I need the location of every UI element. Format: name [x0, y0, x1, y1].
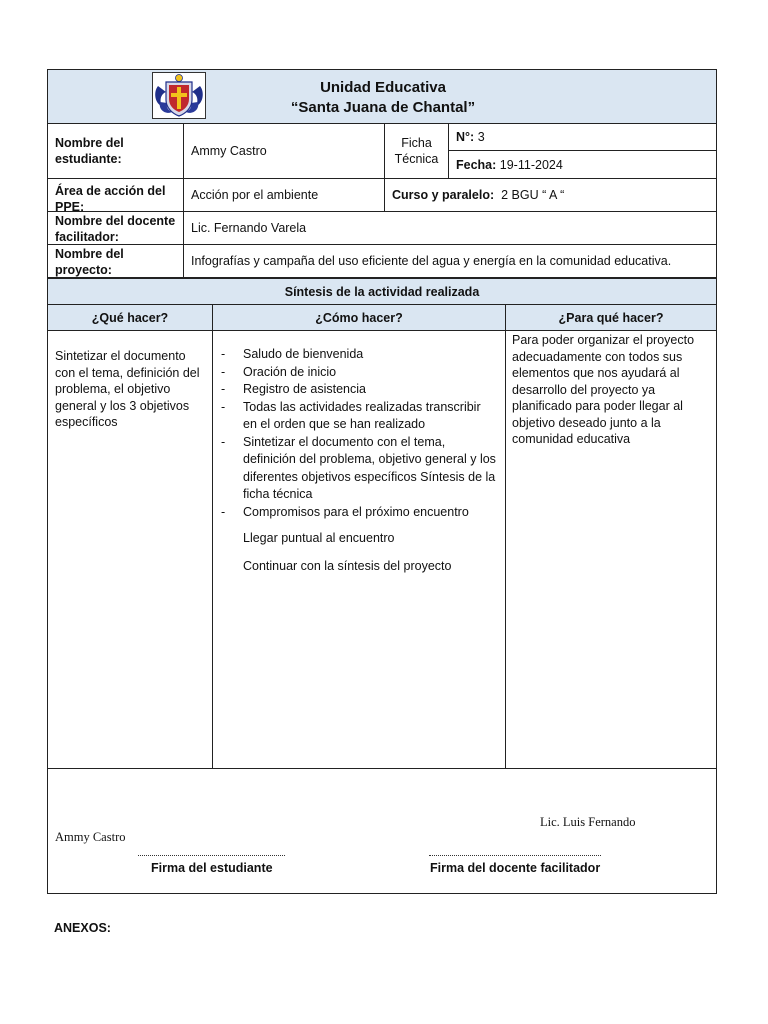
teacher-signature-line: [429, 855, 601, 856]
date-cell: [448, 150, 717, 179]
number-label: N°:: [456, 130, 475, 144]
course-label: Curso y paralelo:: [392, 188, 495, 202]
teacher-signature-name: Lic. Luis Fernando: [540, 815, 636, 829]
col-how-header: ¿Cómo hacer?: [212, 304, 506, 331]
project-label: Nombre del proyecto:: [47, 244, 184, 278]
student-value: Ammy Castro: [183, 123, 385, 179]
number-cell: [448, 123, 717, 151]
ficha-tecnica-label: Ficha Técnica: [384, 123, 449, 179]
course-cell: [384, 178, 717, 212]
what-text: Sintetizar el documento con el tema, definición del problema, el objetivo general y los 3 objetivos específicos: [55, 349, 200, 429]
area-label: Área de acción del PPE:: [47, 178, 184, 212]
how-cell: [212, 330, 506, 769]
col-what-header: ¿Qué hacer?: [47, 304, 213, 331]
how-extra-2: Continuar con la síntesis del proyecto: [243, 558, 452, 573]
how-item: - Sintetizar el documento con el tema, definición del problema, objetivo general y los diferentes objetivos específicos Síntesis de la ficha técnica: [213, 434, 497, 504]
student-signature-line: [138, 855, 285, 856]
number-value: 3: [477, 130, 485, 144]
how-item: - Oración de inicio: [213, 364, 497, 382]
signature-block: [47, 768, 717, 894]
header-banner: [47, 69, 717, 124]
student-signature-name: Ammy Castro: [55, 830, 126, 844]
col-why-header: ¿Para qué hacer?: [505, 304, 717, 331]
course-value: 2 BGU “ A “: [501, 188, 565, 202]
why-text: Para poder organizar el proyecto adecuadamente con todos sus elementos que nos ayudará al desarrollo del proyecto ya planificado para poder llegar al objetivo deseado junto a la comunidad educativa: [512, 333, 695, 446]
how-item: - Todas las actividades realizadas transcribir en el orden que se han realizado: [213, 399, 497, 434]
teacher-value: Lic. Fernando Varela: [183, 211, 717, 245]
area-value: Acción por el ambiente: [183, 178, 385, 212]
institution-line-1: Unidad Educativa: [320, 79, 446, 96]
how-item: - Registro de asistencia: [213, 381, 497, 399]
project-value: Infografías y campaña del uso eficiente del agua y energía en la comunidad educativa.: [183, 244, 717, 278]
student-label: Nombre del estudiante:: [47, 123, 184, 179]
date-label: Fecha:: [456, 157, 497, 172]
annex-label: ANEXOS:: [54, 921, 111, 935]
what-cell: [47, 330, 213, 769]
teacher-label: Nombre del docente facilitador:: [47, 211, 184, 245]
date-value: 19-11-2024: [499, 157, 563, 172]
institution-line-2: “Santa Juana de Chantal”: [290, 99, 476, 116]
teacher-signature-caption: Firma del docente facilitador: [430, 861, 601, 875]
synthesis-title: Síntesis de la actividad realizada: [47, 278, 717, 305]
how-extra-1: Llegar puntual al encuentro: [243, 531, 395, 545]
how-item: - Compromisos para el próximo encuentro: [213, 504, 497, 522]
how-item: - Saludo de bienvenida: [213, 346, 497, 364]
how-list: [213, 346, 497, 521]
student-signature-caption: Firma del estudiante: [151, 861, 273, 875]
why-cell: [505, 330, 717, 769]
